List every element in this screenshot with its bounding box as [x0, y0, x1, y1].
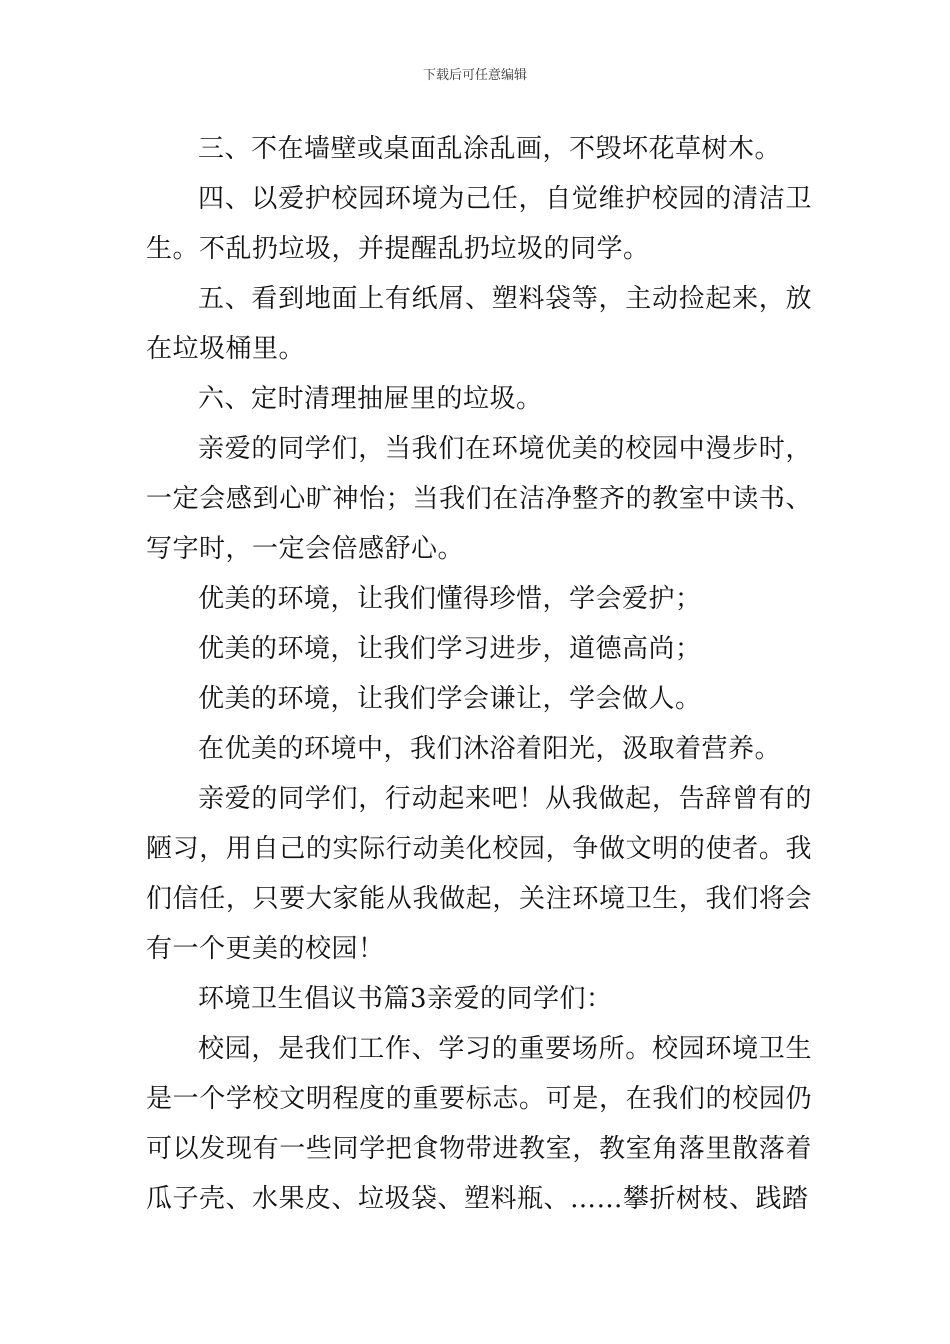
paragraph-rule-4: 四、以爱护校园环境为己任，自觉维护校园的清洁卫生。不乱扔垃圾，并提醒乱扔垃圾的同学。: [146, 184, 812, 264]
paragraph-call-to-action: 亲爱的同学们，行动起来吧！从我做起，告辞曾有的陋习，用自己的实际行动美化校园，争做文明的使者。我们信任，只要大家能从我做起，关注环境卫生，我们将会有一个更美的校园！: [146, 784, 812, 964]
paragraph-sunshine: 在优美的环境中，我们沐浴着阳光，汲取着营养。: [198, 734, 782, 764]
paragraph-rule-5: 五、看到地面上有纸屑、塑料袋等，主动捡起来，放在垃圾桶里。: [146, 284, 812, 364]
paragraph-environment-2: 优美的环境，让我们学习进步，道德高尚；: [198, 634, 702, 664]
paragraph-environment-1: 优美的环境，让我们懂得珍惜，学会爱护；: [198, 584, 702, 614]
page-header-note: 下载后可任意编辑: [422, 68, 527, 83]
paragraph-section-title: 环境卫生倡议书篇3亲爱的同学们：: [198, 984, 613, 1014]
paragraph-campus-intro: 校园，是我们工作、学习的重要场所。校园环境卫生是一个学校文明程度的重要标志。可是，在我们的校园仍可以发现有一些同学把食物带进教室，教室角落里散落着瓜子壳、水果皮、垃圾袋、塑料瓶、……攀折树枝、践踏: [146, 1034, 812, 1214]
paragraph-environment-3: 优美的环境，让我们学会谦让，学会做人。: [198, 684, 702, 714]
paragraph-rule-3: 三、不在墙壁或桌面乱涂乱画，不毁坏花草树木。: [198, 134, 782, 164]
paragraph-appeal: 亲爱的同学们，当我们在环境优美的校园中漫步时，一定会感到心旷神怡；当我们在洁净整齐的教室中读书、写字时，一定会倍感舒心。: [146, 434, 812, 564]
document-body: [146, 124, 812, 1224]
paragraph-rule-6: 六、定时清理抽屉里的垃圾。: [198, 384, 543, 414]
